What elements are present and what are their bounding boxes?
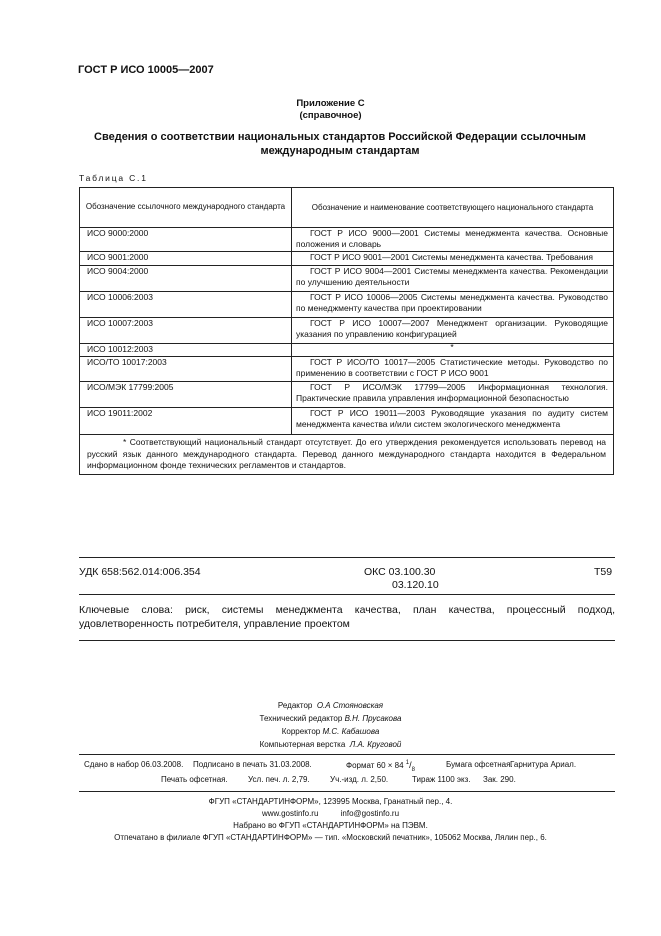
publisher-email: info@gostinfo.ru (340, 809, 400, 818)
table-row-national: ГОСТ Р ИСО/МЭК 17799—2005 Информационная технология. Практические правила управления информационной безопасностью (296, 382, 608, 404)
table-row-national: ГОСТ Р ИСО 10007—2007 Менеджмент организации. Руководящие указания по управлению конфигурацией (296, 318, 608, 340)
print-submitted: Сдано в набор 06.03.2008. (84, 760, 184, 769)
table-row-intl: ИСО 19011:2002 (87, 408, 153, 418)
divider-rule (79, 754, 615, 755)
oks-code-secondary: 03.120.10 (392, 579, 439, 591)
publisher-typeset: Набрано во ФГУП «СТАНДАРТИНФОРМ» на ПЭВМ. (233, 821, 428, 830)
print-order: Зак. 290. (483, 775, 516, 784)
table-row-national: ГОСТ Р ИСО 9001—2001 Системы менеджмента качества. Требования (310, 252, 593, 262)
table-caption: Таблица С.1 (79, 173, 148, 183)
correspondence-table (79, 187, 614, 475)
table-row-intl: ИСО 9001:2000 (87, 252, 149, 262)
format-fraction: $^1/_8$ (405, 760, 415, 773)
publisher-contacts (0, 809, 661, 818)
print-sheets: Усл. печ. л. 2,79. (248, 775, 310, 784)
divider-rule (79, 557, 615, 558)
table-row-intl: ИСО/МЭК 17799:2005 (87, 382, 174, 392)
publisher-address: ФГУП «СТАНДАРТИНФОРМ», 123995 Москва, Гранатный пер., 4. (208, 797, 453, 806)
credit-role: Компьютерная верстка (259, 740, 346, 749)
credit-line (0, 740, 661, 749)
document-header: ГОСТ Р ИСО 10005—2007 (78, 64, 214, 76)
print-paper: Бумага офсетная. (446, 760, 513, 769)
column-header-national: Обозначение и наименование соответствующего национального стандарта (311, 203, 594, 212)
credit-role: Корректор (281, 727, 321, 736)
column-header-international: Обозначение ссылочного международного стандарта (85, 202, 286, 212)
credit-name: О.А Стояновская (316, 701, 384, 710)
credit-line (0, 714, 661, 723)
appendix-subtitle: (справочное) (299, 110, 362, 121)
format-fraction-num: 1 (405, 760, 410, 766)
keywords: Ключевые слова: риск, системы менеджмента качества, план качества, процессный подход, удовлетворенность потребителя, управление проектом (79, 604, 615, 630)
print-signed: Подписано в печать 31.03.2008. (193, 760, 312, 769)
table-row-national: * (450, 342, 454, 352)
table-row-national: ГОСТ Р ИСО 10006—2005 Системы менеджмента качества. Руководство по менеджменту качества при проектировании (296, 292, 608, 314)
classification-code: Т59 (594, 566, 613, 578)
table-row-national: ГОСТ Р ИСО 19011—2003 Руководящие указания по аудиту систем менеджмента качества и/или систем экологического менеджмента (296, 408, 608, 430)
table-row-intl: ИСО 10006:2003 (87, 292, 153, 302)
publisher-site: www.gostinfo.ru (261, 809, 319, 818)
divider-rule (79, 594, 615, 595)
print-run: Тираж 1100 экз. (412, 775, 471, 784)
print-font: Гарнитура Ариал. (510, 760, 577, 769)
print-pub-sheets: Уч.-изд. л. 2,50. (330, 775, 389, 784)
table-row-national: ГОСТ Р ИСО 9004—2001 Системы менеджмента качества. Рекомендации по улучшению деятельности (296, 266, 608, 288)
udk-code: УДК 658:562.014:006.354 (79, 566, 201, 578)
credit-name: М.С. Кабашова (322, 727, 380, 736)
credit-name: В.Н. Прусакова (344, 714, 402, 723)
credit-role: Технический редактор (259, 714, 343, 723)
oks-code-primary: ОКС 03.100.30 (364, 566, 436, 578)
table-row-intl: ИСО/ТО 10017:2003 (87, 357, 167, 367)
print-format (346, 760, 415, 773)
format-fraction-den: 8 (411, 766, 415, 773)
credit-line (0, 701, 661, 710)
table-row-national: ГОСТ Р ИСО 9000—2001 Системы менеджмента качества. Основные положения и словарь (296, 228, 608, 250)
divider-rule (79, 791, 615, 792)
publisher-printed: Отпечатано в филиале ФГУП «СТАНДАРТИНФОРМ» — тип. «Московский печатник», 105062 Москва, Лялин пер., 6. (114, 833, 547, 842)
credit-name: Л.А. Круговой (349, 740, 402, 749)
table-row-intl: ИСО 10007:2003 (87, 318, 153, 328)
divider-rule (79, 640, 615, 641)
table-footnote: * Соответствующий национальный стандарт отсутствует. До его утверждения рекомендуется использовать перевод на русский язык данного международного стандарта. Перевод данного международного стандарта находится в Федеральном информационном фонде технических регламентов и стандартов. (87, 437, 606, 471)
row-divider (80, 434, 613, 435)
credit-line (0, 727, 661, 736)
table-row-intl: ИСО 9000:2000 (87, 228, 149, 238)
credit-role: Редактор (277, 701, 313, 710)
table-row-intl: ИСО 9004:2000 (87, 266, 149, 276)
table-row-intl: ИСО 10012:2003 (87, 344, 153, 354)
appendix-title: Приложение С (296, 98, 365, 109)
appendix-heading: Сведения о соответствии национальных стандартов Российской Федерации ссылочным международным стандартам (94, 131, 586, 157)
print-format-label: Формат 60 × 84 (346, 761, 404, 770)
print-method: Печать офсетная. (161, 775, 228, 784)
table-row-national: ГОСТ Р ИСО/ТО 10017—2005 Статистические методы. Руководство по применению в соответствии с ГОСТ Р ИСО 9001 (296, 357, 608, 379)
